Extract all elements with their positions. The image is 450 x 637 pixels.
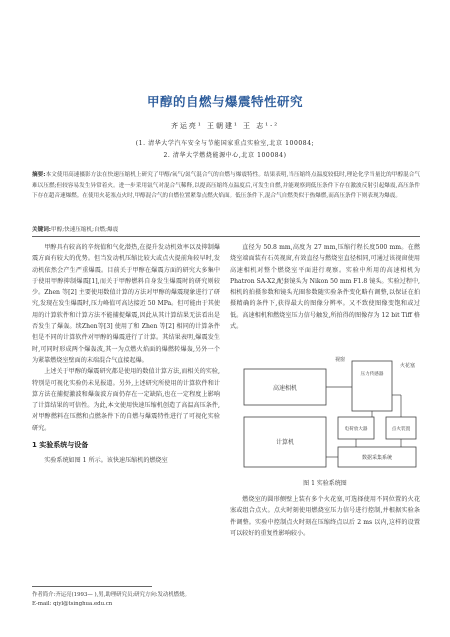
section-heading: 1 实验系统与设备 <box>32 441 89 450</box>
quartz-label: 视窗 <box>334 357 346 363</box>
body-paragraph: 甲醇具有较高的辛烷值和气化潜热,在提升发动机效率以及抑制爆震方面有较大的优势。但当发动机压缩比较大或点火提前角较早时,发动机依然会产生严重爆震。目前关于甲醇在爆震方面的研究大多集中于使用甲醇抑制爆震[1],而关于甲醇燃料自身发生爆震时的研究则较少。Zhen 等[2] 主要使用数值计算的方法对甲醇的爆震现象进行了研究,发现在发生爆震时,压力峰值可高达接近 50 MPa。但可能由于其使用的计算软件和计算方法不能捕捉爆震,因此从其计算结果无法看出是否发生了爆轰。续Zhen等[3] 使用了和 Zhen 等[2] 相同的计算条件但是不同的计算软件对甲醇的爆震进行了计算。其结果表明,爆震发生时,可同时形成两个爆轰波,其一为点燃火焰面的爆燃转爆轰,另外一个为紧靠燃烧室壁面的末端混合气直接起爆。 <box>32 244 220 364</box>
daq-label: 数据采集系统 <box>361 455 393 461</box>
abstract <box>32 170 420 202</box>
computer-label: 计算机 <box>275 439 295 446</box>
abstract-text: 本文使用高速摄影方法在快速压缩机上研究了甲醇/氧气/氮气混合气的自燃与爆震特性。结果表明,当压缩终点温度较低时,理论化学当量比的甲醇混合气难以压燃;但较容易发生异常着火。进一步采用氩气对混合气稀释,以提高压缩终点温度后,可发生自燃,并能观察到低压条件下存在激波反射引起爆震,高压条件下存在超音速爆燃。在使用火花塞点火时,甲醇混合气的自燃位置紧靠点燃火焰面。低压条件下,混合气自燃类似于热爆燃,而高压条件下则表现为爆震。 <box>32 172 420 200</box>
camera-label: 高速相机 <box>272 385 298 392</box>
paper-title: 甲醇的自燃与爆震特性研究 <box>146 94 303 109</box>
ignition-label: 点火装置 <box>391 427 411 432</box>
keywords-label: 关键词: <box>32 227 52 233</box>
header-divider <box>32 236 420 237</box>
author-list: 齐运亮¹ 王朝建¹ 王 志¹·² <box>170 122 280 130</box>
sensor-label: 压力传感器 <box>360 372 384 377</box>
keywords-text: 甲醇;快速压缩机;自燃;爆震 <box>51 227 119 233</box>
experiment-system-diagram <box>240 355 420 473</box>
footnote-email: E-mail: qiyl@tsinghua.edu.cn <box>32 601 113 607</box>
body-paragraph: 实验系统如图 1 所示。该快速压缩机的燃烧室 <box>44 457 168 465</box>
right-column-bottom <box>230 494 420 539</box>
right-column-top <box>230 242 420 332</box>
chamber-box <box>352 361 392 411</box>
amplifier-label: 电荷放大器 <box>344 427 368 432</box>
body-paragraph: 直径为 50.8 mm,高度为 27 mm,压缩行程长度500 mm。在燃烧室端面装有石英视窗,有效直径与燃烧室直径相同,可通过该视窗使用高速相机对整个燃烧室平面进行观察。实验中所用的高速相机为Phatron SA-X2,配套镜头为 Nikon 50 mm F1.8 镜头。实验过程中,相机的拍摄参数和镜头光圈参数随实验条件变化略有调整,以保证在拍摄精确的条件下,获得最大的图像分辨率。又不致使图像变饱和或过低。高速相机和燃烧室压力信号触发,所拍得的图像存为 12 bit Tiff 格式。 <box>230 244 420 331</box>
spark-label: 火花塞 <box>400 363 416 369</box>
footnote-author: 作者简介:齐运亮(1993— ),男,助理研究员;研究方向:发动机燃烧。 <box>32 592 190 598</box>
footnote-divider <box>32 586 152 587</box>
figure-caption: 图 1 实验系统图 <box>303 480 347 487</box>
keywords <box>32 225 420 233</box>
body-paragraph: 燃烧室的圆形侧壁上装有多个火花塞,可选择使用不同位置的火花塞或组合点火。点火时刻使用燃烧室压力信号进行控制,并根据实验条件调整。实验中控制点火时刻在压缩终点以后 2 ms 以内,这样的设置可以较好的重复性影响较小。 <box>230 496 420 537</box>
body-paragraph: 上述关于甲醇的爆震研究都是使用的数值计算方法,而相关的实验,特别是可视化实验仍未见报道。另外,上述研究所使用的计算软件和计算方法在捕捉激波和爆轰波方面仍存在一定缺陷,也在一定程度上影响了计算结果的可信性。为此,本文使用快速压缩机创造了高温高压条件,对甲醇燃料在压燃和点燃条件下的自燃与爆震特性进行了可视化实验研究。 <box>32 368 220 432</box>
abstract-label: 摘要: <box>32 172 46 178</box>
left-column <box>32 242 220 467</box>
affiliation-2: 2. 清华大学燃烧能源中心,北京 100084) <box>163 152 287 159</box>
affiliation-1: (1. 清华大学汽车安全与节能国家重点实验室,北京 100084; <box>135 140 315 147</box>
